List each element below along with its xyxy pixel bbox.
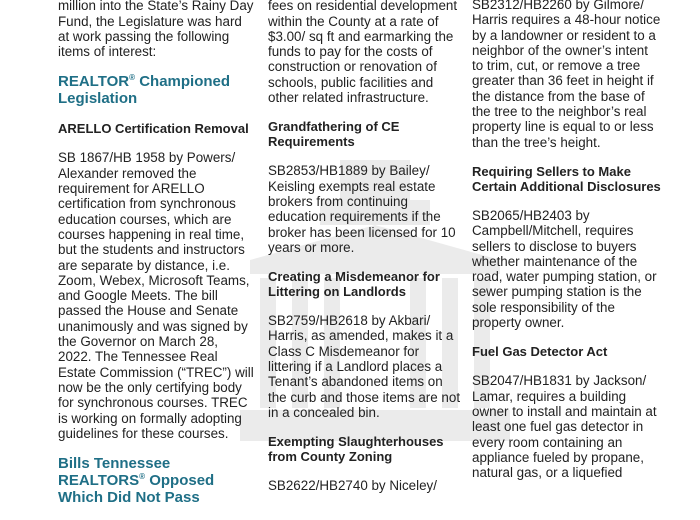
tree-notice-paragraph: SB2312/HB2260 by Gilmore/ Harris requires a 48-hour notice by a landowner or resident to a neighbor of the owner’s intent to trim, cut, or remove a tree greater than 36 feet in height if the distance from the base of the tree to the neighbor’s real property line is equal to or less than the tree’s height. [472,0,661,150]
littering-heading: Creating a Misdemeanor for Littering on Landlords [268,269,440,300]
slaughterhouses-paragraph: SB2622/HB2740 by Niceley/ [268,478,437,494]
fuel-gas-paragraph: SB2047/HB1831 by Jackson/ Lamar, requires a building owner to install and maintain at least one fuel gas detector in every room containing an appliance fueled by propane, natural gas, or a liquefied [472,373,657,481]
right-column [472,0,662,494]
intro-paragraph: million into the State’s Rainy Day Fund, the Legislature was hard at work passing the following items of interest: [58,0,254,60]
seller-disclosures-paragraph: SB2065/HB2403 by Campbell/Mitchell, requires sellers to disclose to buyers whether maintenance of the road, water pumping station, or sewer pumping station is the sole responsibility of the property owner. [472,207,657,331]
slaughterhouses-heading: Exempting Slaughterhouses from County Zoning [268,434,444,465]
impact-fees-paragraph: fees on residential development within the County at a rate of $3.00/ sq ft and earmarking the funds to pay for the costs of construction or renovation of schools, public facilities and other related infrastructure. [268,0,458,106]
fuel-gas-heading: Fuel Gas Detector Act [472,344,608,360]
seller-disclosures-heading: Requiring Sellers to Make Certain Additional Disclosures [472,163,661,194]
arello-paragraph: SB 1867/HB 1958 by Powers/ Alexander removed the requirement for ARELLO certification from synchronous education courses, which are courses happening in real time, but the students and instructors are separate by distance, i.e. Zoom, Webex, Microsoft Teams, and Google Meets. The bill passed the House and Senate unanimously and was signed by the Governor on March 28, 2022. The Tennessee Real Estate Commission (“TREC”) will now be the only certifying body for synchronous courses. TREC is working on formally adopting guidelines for these courses. [58,150,254,441]
registered-mark: ® [129,73,136,83]
registered-mark: ® [139,472,146,482]
ce-requirements-heading: Grandfathering of CE Requirements [268,119,400,150]
middle-column [268,0,462,508]
championed-legislation-heading: REALTOR® Championed Legislation [58,73,231,108]
arello-heading: ARELLO Certification Removal [58,121,249,137]
ce-requirements-paragraph: SB2853/HB1889 by Bailey/ Keisling exempts real estate brokers from continuing education requirements if the broker has been licensed for 10 years or more. [268,163,456,255]
littering-paragraph: SB2759/HB2618 by Akbari/ Harris, as amended, makes it a Class C Misdemeanor for littering if a Landlord places a Tenant’s abandoned items on the curb and those items are not in a concealed bin. [268,313,461,420]
left-column [58,0,254,520]
opposed-bills-heading: Bills Tennessee REALTORS® Opposed Which Did Not Pass [58,455,215,507]
